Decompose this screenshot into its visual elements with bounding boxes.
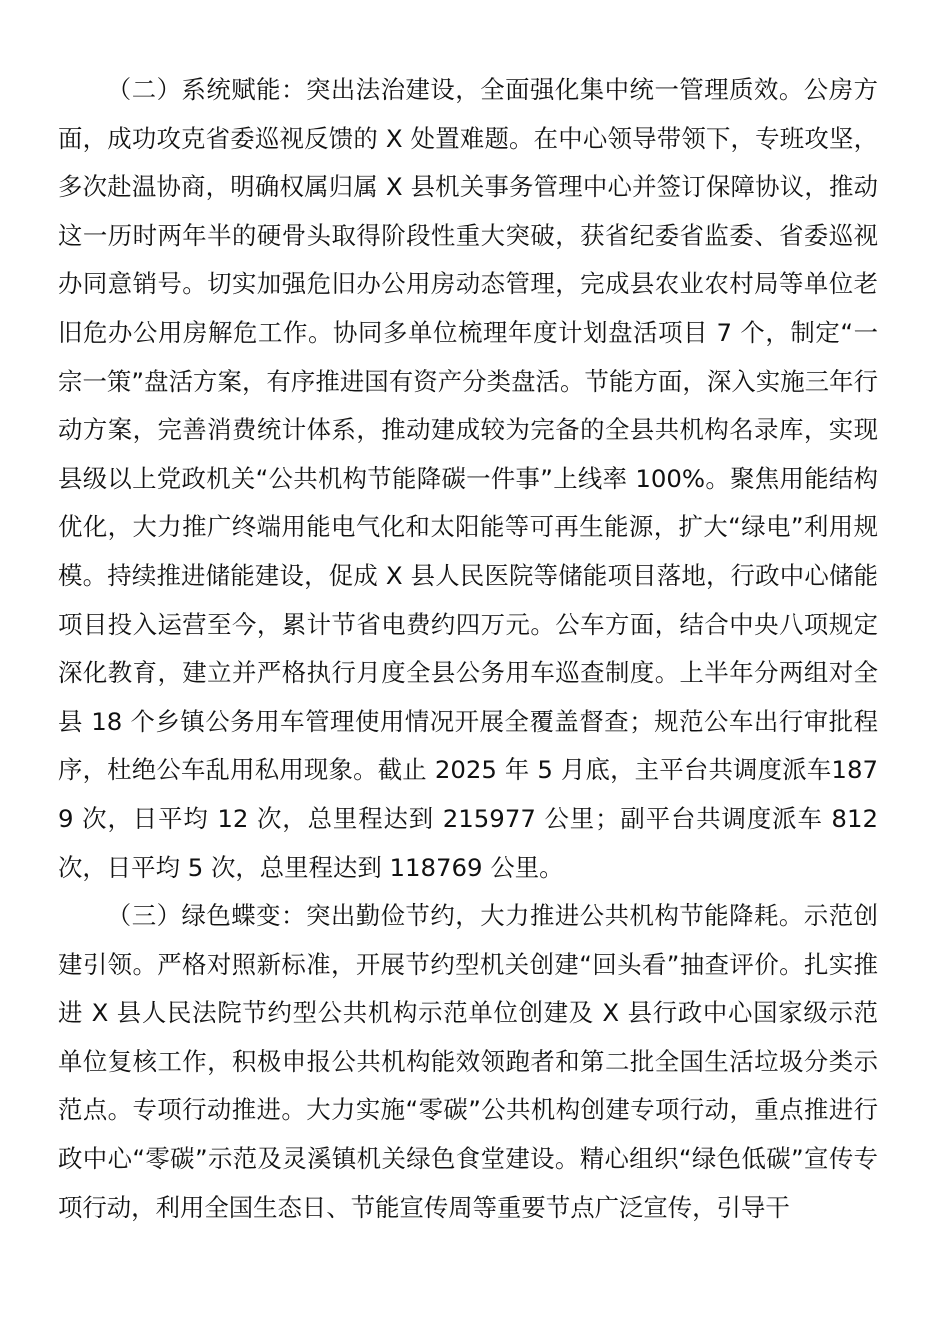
paragraph-system-empowerment: （二）系统赋能：突出法治建设，全面强化集中统一管理质效。公房方面，成功攻克省委巡视反馈的 X 处置难题。在中心领导带领下，专班攻坚，多次赴温协商，明确权属归属 X 县机关事务管理中心并签订保障协议，推动这一历时两年半的硬骨头取得阶段性重大突破，获省纪委省监委、省委巡视办同意销号。切实加强危旧办公用房动态管理，完成县农业农村局等单位老旧危办公用房解危工作。协同多单位梳理年度计划盘活项目 7 个，制定“一宗一策”盘活方案，有序推进国有资产分类盘活。节能方面，深入实施三年行动方案，完善消费统计体系，推动建成较为完备的全县共机构名录库，实现县级以上党政机关“公共机构节能降碳一件事”上线率 100%。聚焦用能结构优化，大力推广终端用能电气化和太阳能等可再生能源，扩大“绿电”利用规模。持续推进储能建设，促成 X 县人民医院等储能项目落地，行政中心储能项目投入运营至今，累计节省电费约四万元。公车方面，结合中央八项规定深化教育，建立并严格执行月度全县公务用车巡查制度。上半年分两组对全县 18 个乡镇公务用车管理使用情况开展全覆盖督查；规范公车出行审批程序，杜绝公车乱用私用现象。截止 2025 年 5 月底，主平台共调度派车1879 次，日平均 12 次，总里程达到 215977 公里；副平台共调度派车 812次，日平均 5 次，总里程达到 118769 公里。 bbox=[58, 75, 878, 882]
paragraph-green-transformation: （三）绿色蝶变：突出勤俭节约，大力推进公共机构节能降耗。示范创建引领。严格对照新标准，开展节约型机关创建“回头看”抽查评价。扎实推进 X 县人民法院节约型公共机构示范单位创建及 X 县行政中心国家级示范单位复核工作，积极申报公共机构能效领跑者和第二批全国生活垃圾分类示范点。专项行动推进。大力实施“零碳”公共机构创建专项行动，重点推进行政中心“零碳”示范及灵溪镇机关绿色食堂建设。精心组织“绿色低碳”宣传专项行动，利用全国生态日、节能宣传周等重要节点广泛宣传，引导干 bbox=[58, 901, 878, 1222]
document-body bbox=[58, 66, 878, 1232]
